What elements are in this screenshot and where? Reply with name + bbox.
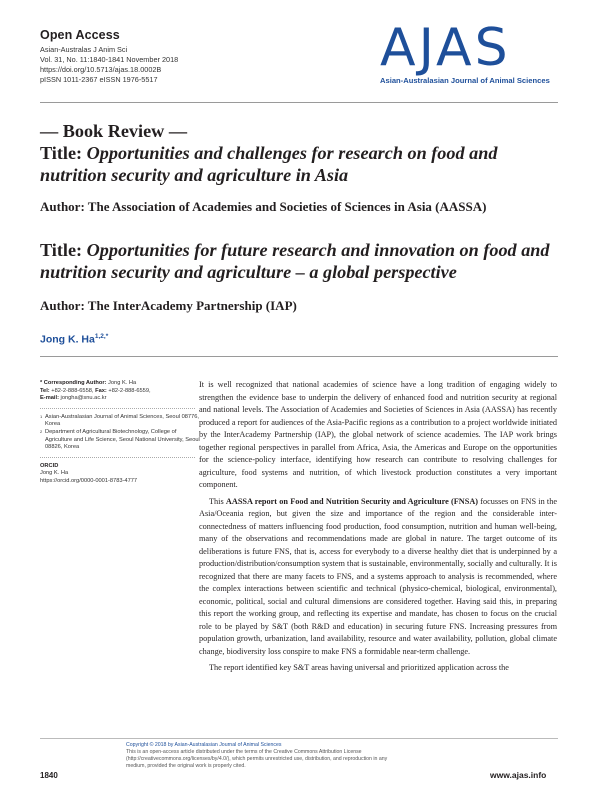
- affiliation-2: [40, 429, 200, 452]
- website-link[interactable]: www.ajas.info: [490, 770, 547, 780]
- corresponding-author: [40, 380, 200, 388]
- tel-label: Tel:: [40, 387, 50, 394]
- copyright-notice: [126, 742, 396, 770]
- footer-divider: [40, 738, 558, 739]
- orcid-link[interactable]: https://orcid.org/0000-0001-8783-4777: [40, 477, 138, 484]
- logo-subtitle: Asian-Australasian Journal of Animal Sciences: [380, 76, 550, 85]
- journal-header: [40, 28, 178, 85]
- license-text: This is an open-access article distributed under the terms of the Creative Commons Attribution License (http://creativecommons.org/licenses/by/4.0/), which permits unrestricted use, distribution, and reproduction in any medium, provided the original work is properly cited.: [126, 749, 388, 769]
- author-1: Author: The Association of Academies and Societies of Sciences in Asia (AASSA): [40, 199, 487, 214]
- aff2-text: Department of Agricultural Biotechnology, College of Agriculture and Life Science, Seoul National University, Seoul 08826, Korea: [45, 428, 200, 451]
- orcid-label: [40, 463, 200, 471]
- affiliation-1: [40, 414, 200, 429]
- fax-label: Fax:: [95, 387, 107, 394]
- journal-short-name: Asian-Australas J Anim Sci: [40, 45, 128, 54]
- p2-lead: This: [209, 496, 226, 506]
- orcid-heading: ORCID: [40, 462, 59, 469]
- author-2: Author: The InterAcademy Partnership (IAP): [40, 298, 297, 313]
- page-number: 1840: [40, 771, 58, 780]
- doi-link[interactable]: https://doi.org/10.5713/ajas.18.0002B: [40, 65, 162, 74]
- contact-phone: [40, 388, 200, 396]
- sidebar-divider-2: [40, 457, 195, 458]
- logo-wordmark: AJAS: [380, 18, 511, 78]
- sidebar-divider-1: [40, 408, 195, 409]
- orcid-name: Jong K. Ha: [40, 470, 69, 477]
- title-2-text: Opportunities for future research and innovation on food and nutrition security and agriculture – a global perspective: [40, 240, 550, 282]
- p2-report-name: AASSA report on Food and Nutrition Security and Agriculture (FNSA): [225, 496, 479, 506]
- paragraph-3: The report identified key S&T areas having universal and prioritized application across the: [209, 663, 509, 672]
- issn-info: pISSN 1011-2367 eISSN 1976-5517: [40, 75, 158, 84]
- book-review-heading: — Book Review —: [40, 121, 188, 141]
- title-1-prefix: Title:: [40, 143, 87, 163]
- fax-value: +82-2-888-6559,: [106, 387, 151, 394]
- author-info-sidebar: [40, 380, 200, 486]
- paragraph-1: It is well recognized that national academies of science have a long tradition of engaging widely to strengthen the evidence base to underpin the delivery of enhanced food and nutrition security at regional and national levels. The Association of Academies and Societies of Sciences in Asia (AASSA) has recently produced a report for audiences of the Asia-Pacific regions as a contribution to a project worldwide initiated by the InterAcademy Partnership (IAP), the global network of science academies. The IAP work brings together regional perspectives in parallel from Africa, Asia, the Americas and Europe on the opportunities for the science-policy interface, identifying how research can contribute to resolving challenges for agriculture, food systems and nutrition, of which livestock production constitutes a very important component.: [199, 380, 557, 489]
- byline-divider: [40, 356, 558, 357]
- aff2-mark: 2: [40, 428, 43, 434]
- ajas-logo: [380, 20, 562, 85]
- header-divider: [40, 102, 558, 103]
- affiliation-numbers: 1,2,: [94, 333, 106, 340]
- volume-info: Vol. 31, No. 11:1840-1841 November 2018: [40, 55, 179, 64]
- book-review-title-2: [40, 239, 560, 283]
- review-body: [199, 379, 557, 675]
- corr-name: Jong K. Ha: [106, 380, 137, 386]
- reviewer-byline: [40, 333, 108, 346]
- tel-value: +82-2-888-6558,: [49, 387, 96, 394]
- aff1-text: Asian-Australasian Journal of Animal Sciences, Seoul 08776, Korea: [45, 413, 199, 428]
- title-1: [40, 142, 560, 186]
- corr-label: * Corresponding Author:: [40, 380, 107, 386]
- email-label: E-mail:: [40, 395, 59, 402]
- book-review-title-1: [40, 120, 560, 186]
- aff1-mark: 1: [40, 413, 43, 419]
- title-1-text: Opportunities and challenges for research on food and nutrition security and agriculture in Asia: [40, 143, 498, 185]
- reviewer-name: Jong K. Ha: [40, 333, 95, 346]
- title-2: [40, 239, 560, 283]
- copyright-line: Copyright © 2018 by Asian-Australasian Journal of Animal Sciences: [126, 742, 282, 748]
- affiliation-marks: [95, 333, 108, 340]
- title-2-prefix: Title:: [40, 240, 87, 260]
- contact-email: [40, 395, 200, 403]
- paragraph-2: [199, 496, 557, 659]
- p2-rest: focusses on FNS in the Asia/Oceania region, but given the size and importance of the region and the considerable inter-connectedness of matters influencing food production, food consumption, nutrition and human well-being, many of the observations and recommendations made are global in nature. The target outcome of its deliberations is future FNS, that is, access for everybody to a diverse healthy diet that is underpinned by a production/distribution/consumption system that is sustainable, environmentally, socially and culturally. It is recognized that there are many facets to FNS, and a systems approach to analysis is recommended, where the complex interactions between scientific and technical (physico-chemical, biological, environmental), economic, political, social and cultural dimensions are considered together. Having said this, in preparing this report the working group, and reflecting its expertise and mandate, has chosen to focus on the crucial role to be played by S&T (both R&D and education) in securing future FNS. Increasing pressures from population growth, urbanization, land availability, resource and water availability, pollution, global climate change, biodiversity loss conspire to make FNS a formidable near-term challenge.: [199, 496, 557, 656]
- open-access-label: Open Access: [40, 28, 120, 42]
- corresponding-star: *: [105, 333, 109, 340]
- email-value[interactable]: jongha@snu.ac.kr: [58, 395, 107, 402]
